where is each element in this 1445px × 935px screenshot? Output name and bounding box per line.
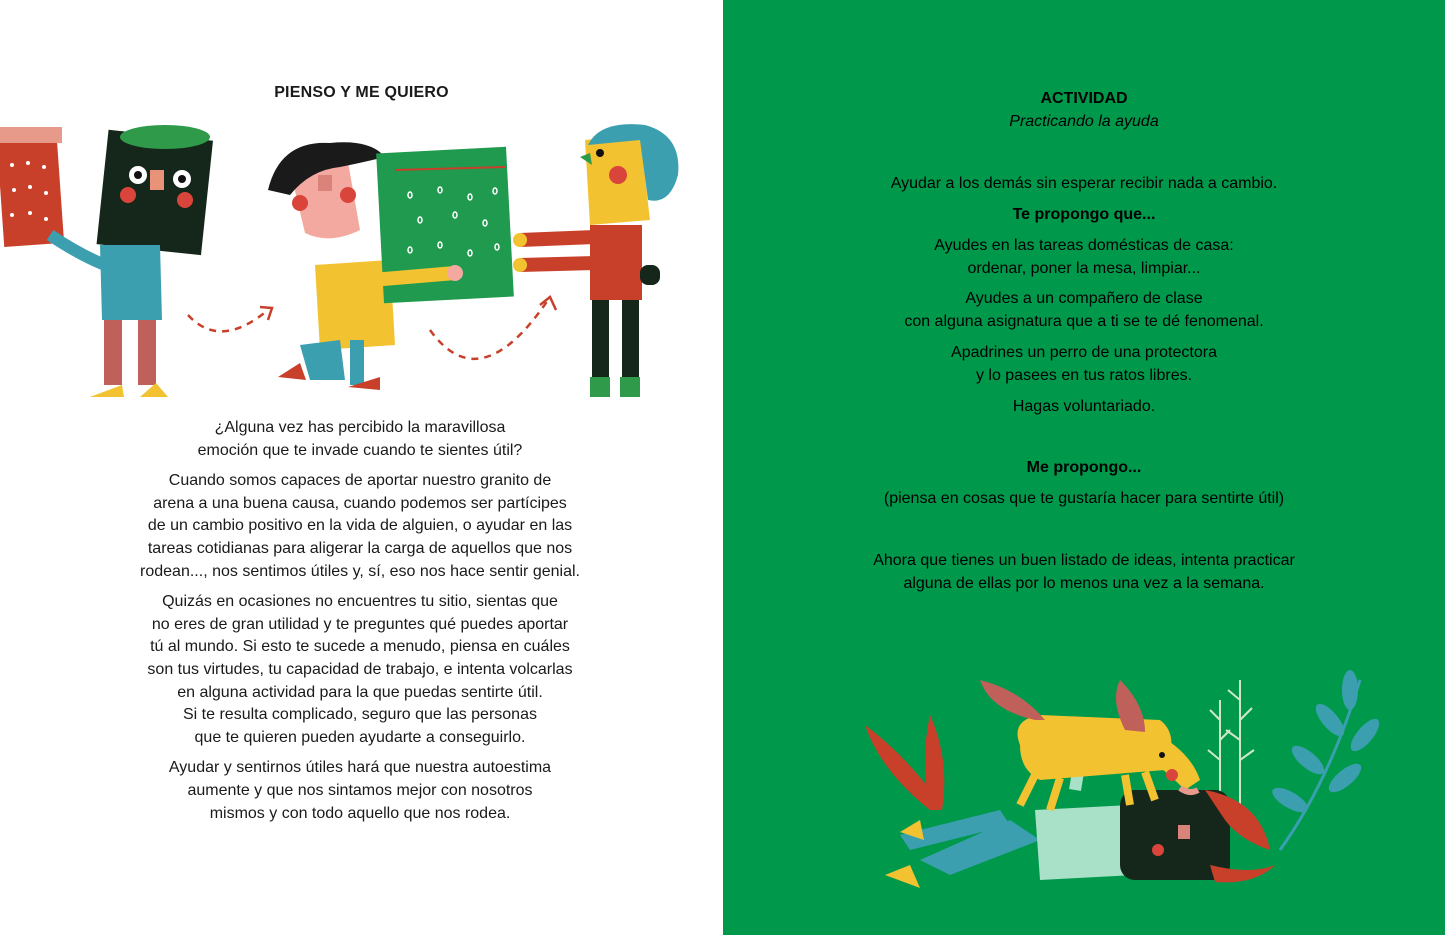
page-title: PIENSO Y ME QUIERO (274, 84, 449, 101)
propose-heading: Te propongo que... (1012, 206, 1156, 223)
proposal-item (723, 288, 1445, 333)
closing-block (723, 550, 1445, 595)
activity-title: ACTIVIDAD (1040, 90, 1128, 107)
proposal-item (723, 235, 1445, 280)
body-text (110, 417, 610, 833)
character-middle (268, 142, 514, 390)
proposal-item (723, 342, 1445, 387)
paragraph: Cuando somos capaces de aportar nuestro granito de arena a una buena causa, cuando podemos ser partícipes de un cambio positivo en la vida de alguien, o ayudar en las tareas cotidianas para aligerar la carga de aquellos que nos rodean..., nos sentimos útiles y, sí, eso nos hace sentir genial. (140, 472, 580, 580)
character-left (0, 125, 213, 397)
character-right (513, 124, 678, 397)
paragraph: Quizás en ocasiones no encuentres tu sitio, sientas que no eres de gran utilidad y te preguntes qué puedes aportar tú al mundo. Si esto te sucede a menudo, piensa en cuáles son tus virtudes, tu capacidad de trabajo, e intenta volcarlas en alguna actividad para la que puedas sentirte útil. Si te resulta complicado, seguro que las personas que te quieren pueden ayudarte a conseguirlo. (147, 593, 573, 746)
activity-intro (723, 173, 1445, 196)
arrow-2 (430, 300, 548, 359)
paragraph: ¿Alguna vez has percibido la maravillosa emoción que te invade cuando te sientes útil? (197, 419, 523, 459)
proposal-text: Apadrines un perro de una protectora y lo pasees en tus ratos libres. (951, 344, 1217, 384)
me-propongo-hint-block (723, 488, 1445, 511)
me-propongo-heading: Me propongo... (1026, 459, 1142, 476)
propose-heading-block (723, 204, 1445, 227)
proposal-text: Ayudes en las tareas domésticas de casa: ordenar, poner la mesa, limpiar... (934, 237, 1234, 277)
proposal-item (723, 396, 1445, 419)
arrow-1 (188, 310, 268, 331)
paragraph: Ayudar y sentirnos útiles hará que nuestra autoestima aumente y que nos sintamos mejor con nosotros mismos y con todo aquello que nos rodea. (168, 759, 552, 822)
passing-box-illustration (0, 115, 723, 410)
activity-subtitle: Practicando la ayuda (1009, 113, 1159, 130)
dog-and-child-illustration (860, 660, 1390, 900)
intro-text: Ayudar a los demás sin esperar recibir nada a cambio. (890, 175, 1278, 192)
proposal-text: Hagas voluntariado. (1012, 398, 1156, 415)
proposal-text: Ayudes a un compañero de clase con alguna asignatura que a ti se te dé fenomenal. (904, 290, 1264, 330)
me-propongo-block (723, 457, 1445, 480)
closing-text: Ahora que tienes un buen listado de ideas, intenta practicar alguna de ellas por lo menos una vez a la semana. (873, 552, 1295, 592)
me-propongo-hint: (piensa en cosas que te gustaría hacer para sentirte útil) (883, 490, 1285, 507)
